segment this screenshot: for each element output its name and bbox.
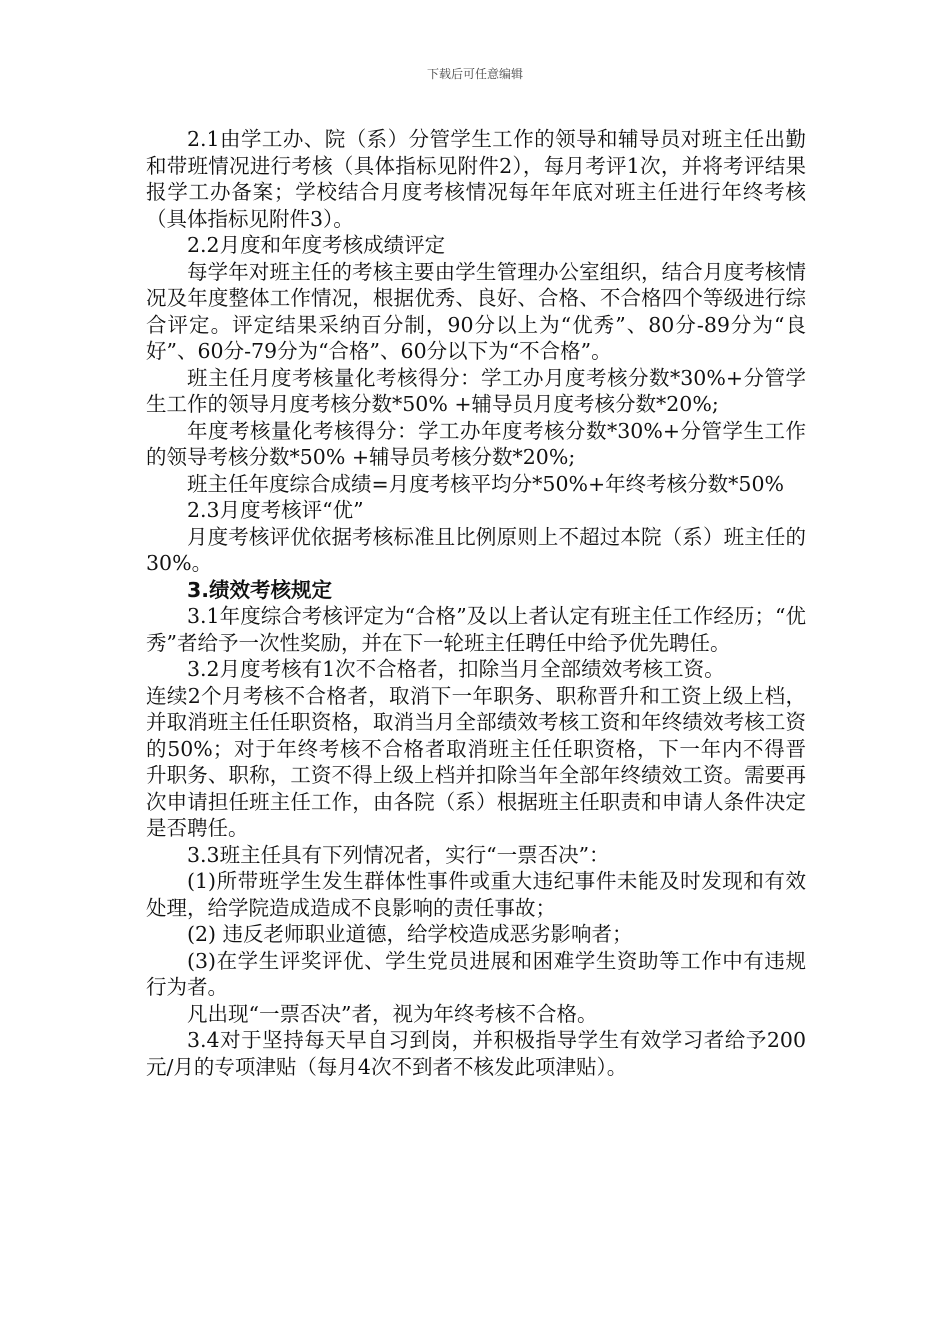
page-header: 下载后可任意编辑 xyxy=(426,67,523,81)
paragraph-excellent-ratio: 月度考核评优依据考核标准且比例原则上不超过本院（系）班主任的30%。 xyxy=(146,524,806,575)
section-2-2-heading: 2.2月度和年度考核成绩评定 xyxy=(187,233,446,257)
paragraph-grading: 每学年对班主任的考核主要由学生管理办公室组织，结合月度考核情况及年度整体工作情况，根据优秀、良好、合格、不合格四个等级进行综合评定。评定结果采纳百分制，90分以上为“优秀”、80分-89分为“良好”、60分-79分为“合格”、60分以下为“不合格”。 xyxy=(146,259,806,363)
paragraph-annual-formula: 年度考核量化考核得分：学工办年度考核分数*30%+分管学生工作的领导考核分数*50% +辅导员考核分数*20%; xyxy=(146,418,806,469)
veto-item-3: (3)在学生评奖评优、学生党员进展和困难学生资助等工作中有违规行为者。 xyxy=(146,948,806,999)
paragraph-veto-result: 凡出现“一票否决”者，视为年终考核不合格。 xyxy=(187,1001,598,1026)
veto-item-1: (1)所带班学生发生群体性事件或重大违纪事件未能及时发现和有效处理，给学院造成造成不良影响的责任事故； xyxy=(146,869,806,920)
paragraph-3-2: 3.2月度考核有1次不合格者，扣除当月全部绩效考核工资。 xyxy=(187,657,725,681)
veto-item-2: (2) 违反老师职业道德，给学校造成恶劣影响者； xyxy=(187,922,633,946)
paragraph-3-3: 3.3班主任具有下列情况者，实行“一票否决”： xyxy=(187,842,610,867)
paragraph-3-1: 3.1年度综合考核评定为“合格”及以上者认定有班主任工作经历；“优秀”者给予一次性奖励，并在下一轮班主任聘任中给予优先聘任。 xyxy=(146,604,806,655)
document-body xyxy=(146,126,806,1080)
paragraph-3-2-continued: 连续2个月考核不合格者，取消下一年职务、职称晋升和工资上级上档，并取消班主任任职资格，取消当月全部绩效考核工资和年终绩效考核工资的50%；对于年终考核不合格者取消班主任任职资格，下一年内不得晋升职务、职称，工资不得上级上档并扣除当年全部年终绩效工资。需要再次申请担任班主任工作，由各院（系）根据班主任职责和申请人条件决定是否聘任。 xyxy=(146,683,806,840)
paragraph-overall-formula: 班主任年度综合成绩=月度考核平均分*50%+年终考核分数*50% xyxy=(187,471,784,496)
paragraph-3-4: 3.4对于坚持每天早自习到岗，并积极指导学生有效学习者给予200元/月的专项津贴（每月4次不到者不核发此项津贴）。 xyxy=(146,1028,806,1079)
section-3-heading: 3.绩效考核规定 xyxy=(187,577,333,602)
section-2-3-heading: 2.3月度考核评“优” xyxy=(187,498,364,522)
paragraph-2-1: 2.1由学工办、院（系）分管学生工作的领导和辅导员对班主任出勤和带班情况进行考核（具体指标见附件2），每月考评1次，并将考评结果报学工办备案；学校结合月度考核情况每年年底对班主任进行年终考核（具体指标见附件3）。 xyxy=(146,127,806,231)
paragraph-monthly-formula: 班主任月度考核量化考核得分：学工办月度考核分数*30%+分管学生工作的领导月度考核分数*50% +辅导员月度考核分数*20%; xyxy=(146,365,806,416)
